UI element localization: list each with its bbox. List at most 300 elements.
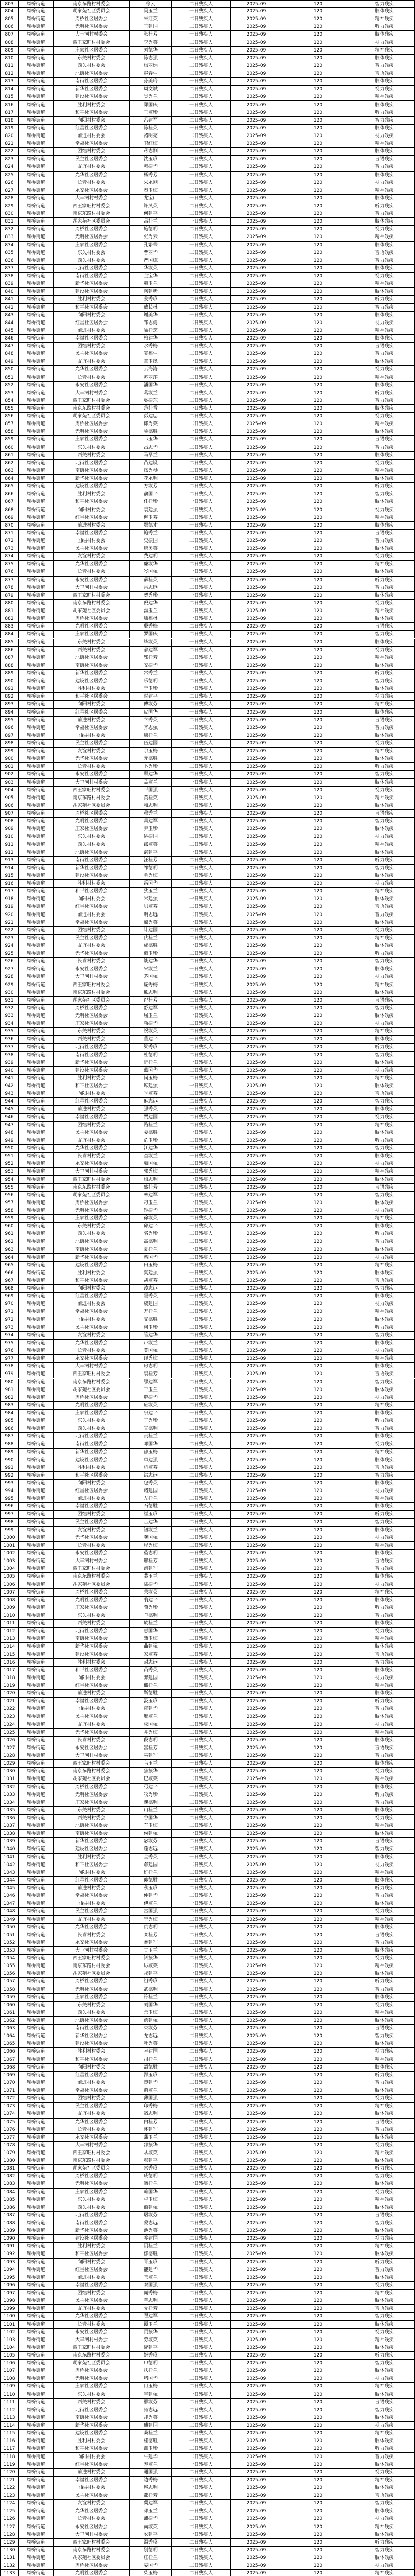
table-cell: 庄家社区居委会 bbox=[54, 1410, 130, 1417]
table-cell: 一日残疾人 bbox=[172, 1947, 231, 1955]
table-cell: 崔玉珍 bbox=[130, 1511, 172, 1518]
table-cell: 屠淑芬 bbox=[130, 2212, 172, 2219]
table-cell: 120 bbox=[282, 39, 354, 47]
table-cell: 二日残疾人 bbox=[172, 2383, 231, 2391]
table-cell: 120 bbox=[282, 2321, 354, 2329]
table-cell: 大丰河村村委会 bbox=[54, 31, 130, 39]
table-cell: 902 bbox=[0, 771, 19, 778]
table-cell: 庄家社区居委会 bbox=[54, 631, 130, 638]
table-cell: 周桥街道 bbox=[19, 1020, 54, 1028]
table-cell: 周桥街道 bbox=[19, 1784, 54, 1791]
table-cell: 雍志远 bbox=[130, 2406, 172, 2414]
table-cell: 永安社区居委会 bbox=[54, 965, 130, 973]
table-cell: 智力残疾 bbox=[354, 2219, 415, 2227]
table-cell: 南街社区居委会 bbox=[54, 1635, 130, 1643]
table-cell: 1122 bbox=[0, 2484, 19, 2492]
table-cell: 弓建平 bbox=[130, 1784, 172, 1791]
table-cell: 一日残疾人 bbox=[172, 1129, 231, 1137]
table-cell: 2025-09 bbox=[231, 62, 282, 70]
table-cell: 120 bbox=[282, 927, 354, 935]
table-cell: 120 bbox=[282, 1464, 354, 1472]
table-row bbox=[0, 1472, 415, 1480]
table-cell: 120 bbox=[282, 1480, 354, 1487]
table-cell: 120 bbox=[282, 172, 354, 179]
table-row bbox=[0, 1269, 415, 1277]
table-cell: 周桥街道 bbox=[19, 748, 54, 755]
table-cell: 隗德明 bbox=[130, 1799, 172, 1807]
table-cell: 120 bbox=[282, 350, 354, 358]
table-cell: 一日残疾人 bbox=[172, 1176, 231, 1184]
table-cell: 2025-09 bbox=[231, 1861, 282, 1869]
table-cell: 120 bbox=[282, 506, 354, 514]
table-cell: 一日残疾人 bbox=[172, 568, 231, 576]
table-cell: 2025-09 bbox=[231, 1519, 282, 1527]
table-cell: 视力残疾 bbox=[354, 2562, 415, 2570]
table-cell: 120 bbox=[282, 1176, 354, 1184]
table-row bbox=[0, 1916, 415, 1924]
table-cell: 1048 bbox=[0, 1908, 19, 1916]
table-cell: 吴玉兰 bbox=[130, 8, 172, 15]
table-cell: 陆振华 bbox=[130, 1581, 172, 1589]
table-row bbox=[0, 568, 415, 576]
table-cell: 宋淑兰 bbox=[130, 965, 172, 973]
table-cell: 120 bbox=[282, 163, 354, 171]
table-cell: 2025-09 bbox=[231, 709, 282, 717]
table-cell: 二日残疾人 bbox=[172, 950, 231, 958]
table-cell: 智力残疾 bbox=[354, 1285, 415, 1293]
table-cell: 智力残疾 bbox=[354, 911, 415, 919]
table-cell: 120 bbox=[282, 2142, 354, 2149]
table-cell: 二日残疾人 bbox=[172, 1565, 231, 1573]
table-cell: 宫国强 bbox=[130, 1908, 172, 1916]
table-cell: 二日残疾人 bbox=[172, 647, 231, 654]
table-cell: 周桥街道 bbox=[19, 2002, 54, 2009]
table-row bbox=[0, 350, 415, 358]
table-cell: 2025-09 bbox=[231, 2414, 282, 2422]
table-cell: 凤秀琴 bbox=[130, 467, 172, 475]
table-cell: 2025-09 bbox=[231, 1581, 282, 1589]
table-cell: 120 bbox=[282, 2040, 354, 2048]
table-cell: 2025-09 bbox=[231, 1643, 282, 1651]
table-cell: 周桥街道 bbox=[19, 1410, 54, 1417]
table-cell: 1113 bbox=[0, 2414, 19, 2422]
table-cell: 二日残疾人 bbox=[172, 1729, 231, 1737]
table-cell: 肢体残疾 bbox=[354, 195, 415, 202]
table-row bbox=[0, 296, 415, 303]
table-cell: 周桥街道 bbox=[19, 849, 54, 857]
table-row bbox=[0, 358, 415, 366]
table-cell: 周桥街道 bbox=[19, 1176, 54, 1184]
table-cell: 言语残疾 bbox=[354, 249, 415, 257]
table-cell: 二日残疾人 bbox=[172, 1908, 231, 1916]
table-row bbox=[0, 1192, 415, 1199]
table-cell: 听力残疾 bbox=[354, 1324, 415, 1332]
table-cell: 2025-09 bbox=[231, 2290, 282, 2297]
table-cell: 二日残疾人 bbox=[172, 857, 231, 865]
table-row bbox=[0, 483, 415, 490]
table-row bbox=[0, 958, 415, 965]
table-cell: 视力残疾 bbox=[354, 2048, 415, 2056]
table-cell: 司桂兰 bbox=[130, 2056, 172, 2064]
table-cell: 120 bbox=[282, 1784, 354, 1791]
table-cell: 庄家社区居委会 bbox=[54, 2383, 130, 2391]
table-cell: 周桥街道 bbox=[19, 1768, 54, 1775]
table-cell: 和平社区居委会 bbox=[54, 304, 130, 312]
table-cell: 一日残疾人 bbox=[172, 218, 231, 226]
table-cell: 一日残疾人 bbox=[172, 2507, 231, 2515]
table-cell: 周桥街道 bbox=[19, 2469, 54, 2477]
table-cell: 一日残疾人 bbox=[172, 1690, 231, 1698]
table-cell: 一日残疾人 bbox=[172, 1433, 231, 1440]
table-cell: 向阳村村委会 bbox=[54, 1869, 130, 1877]
table-cell: 光明社区居委会 bbox=[54, 623, 130, 631]
table-row bbox=[0, 981, 415, 989]
table-cell: 左桂兰 bbox=[130, 1495, 172, 1503]
table-cell: 言语残疾 bbox=[354, 2025, 415, 2032]
table-cell: 二日残疾人 bbox=[172, 156, 231, 163]
table-cell: 1118 bbox=[0, 2453, 19, 2461]
table-row bbox=[0, 335, 415, 343]
table-cell: 周桥街道 bbox=[19, 2134, 54, 2142]
table-cell: 二日残疾人 bbox=[172, 1379, 231, 1386]
table-cell: 2025-09 bbox=[231, 2149, 282, 2157]
table-cell: 南京东路村村委会 bbox=[54, 2352, 130, 2360]
table-cell: 邰振华 bbox=[130, 2142, 172, 2149]
table-cell: 942 bbox=[0, 1082, 19, 1090]
table-cell: 1089 bbox=[0, 2227, 19, 2235]
table-cell: 二日残疾人 bbox=[172, 1440, 231, 1448]
table-cell: 929 bbox=[0, 981, 19, 989]
table-cell: 二日残疾人 bbox=[172, 1799, 231, 1807]
table-cell: 120 bbox=[282, 358, 354, 366]
table-cell: 周桥街道 bbox=[19, 1379, 54, 1386]
table-cell: 周桥街道 bbox=[19, 2282, 54, 2290]
table-cell: 975 bbox=[0, 1340, 19, 1347]
table-cell: 120 bbox=[282, 623, 354, 631]
table-cell: 874 bbox=[0, 553, 19, 561]
table-cell: 濮玉珍 bbox=[130, 2445, 172, 2453]
table-cell: 光明社区居委会 bbox=[54, 1986, 130, 1994]
table-cell: 智力残疾 bbox=[354, 1332, 415, 1340]
table-cell: 蓝国华 bbox=[130, 1067, 172, 1075]
table-cell: 西关村村委会 bbox=[54, 1036, 130, 1043]
table-cell: 周桥社区居委会 bbox=[54, 615, 130, 623]
table-cell: 1053 bbox=[0, 1947, 19, 1955]
table-row bbox=[0, 47, 415, 55]
table-cell: 120 bbox=[282, 2445, 354, 2453]
table-cell: 民主社区居委会 bbox=[54, 935, 130, 942]
table-cell: 二日残疾人 bbox=[172, 1487, 231, 1495]
table-cell: 东关村村委会 bbox=[54, 2391, 130, 2399]
table-cell: 1035 bbox=[0, 1807, 19, 1815]
table-cell: 2025-09 bbox=[231, 1635, 282, 1643]
table-cell: 1066 bbox=[0, 2048, 19, 2056]
table-cell: 周桥街道 bbox=[19, 70, 54, 78]
table-cell: 红星社区居委会 bbox=[54, 2461, 130, 2469]
table-cell: 南京东路村村委会 bbox=[54, 1, 130, 8]
table-cell: 二日残疾人 bbox=[172, 1005, 231, 1012]
table-cell: 幸福社区居委会 bbox=[54, 2282, 130, 2290]
table-cell: 1080 bbox=[0, 2157, 19, 2165]
table-cell: 潘国华 bbox=[130, 382, 172, 389]
table-cell: 周桥街道 bbox=[19, 15, 54, 23]
table-row bbox=[0, 1090, 415, 1098]
table-cell: 光明社区居委会 bbox=[54, 1791, 130, 1799]
table-cell: 2025-09 bbox=[231, 319, 282, 327]
table-cell: 视力残疾 bbox=[354, 179, 415, 187]
table-cell: 肢体残疾 bbox=[354, 872, 415, 880]
table-cell: 周桥街道 bbox=[19, 397, 54, 405]
table-cell: 精神残疾 bbox=[354, 794, 415, 802]
table-cell: 精神残疾 bbox=[354, 1355, 415, 1363]
table-cell: 周桥街道 bbox=[19, 537, 54, 545]
table-cell: 智力残疾 bbox=[354, 958, 415, 965]
table-cell: 二日残疾人 bbox=[172, 1955, 231, 1962]
table-cell: 120 bbox=[282, 2266, 354, 2274]
table-cell: 一日残疾人 bbox=[172, 452, 231, 460]
table-cell: 俞国平 bbox=[130, 490, 172, 498]
table-cell: 精神残疾 bbox=[354, 1495, 415, 1503]
table-cell: 二日残疾人 bbox=[172, 420, 231, 428]
table-cell: 二日残疾人 bbox=[172, 1122, 231, 1129]
table-cell: 120 bbox=[282, 1939, 354, 1947]
table-cell: 团结村村委会 bbox=[54, 537, 130, 545]
table-cell: 幸福社区居委会 bbox=[54, 724, 130, 732]
table-cell: 120 bbox=[282, 1775, 354, 1783]
table-cell: 120 bbox=[282, 1106, 354, 1113]
table-row bbox=[0, 195, 415, 202]
table-cell: 周桥街道 bbox=[19, 366, 54, 374]
table-cell: 二日残疾人 bbox=[172, 389, 231, 397]
table-cell: 华淑英 bbox=[130, 265, 172, 273]
table-cell: 麻志远 bbox=[130, 1098, 172, 1106]
table-row bbox=[0, 280, 415, 288]
table-cell: 1022 bbox=[0, 1705, 19, 1713]
table-cell: 864 bbox=[0, 475, 19, 483]
table-cell: 1074 bbox=[0, 2110, 19, 2118]
table-cell: 2025-09 bbox=[231, 2087, 282, 2095]
table-cell: 2025-09 bbox=[231, 397, 282, 405]
table-cell: 2025-09 bbox=[231, 242, 282, 249]
table-cell: 听力残疾 bbox=[354, 389, 415, 397]
table-cell: 魏玉兰 bbox=[130, 280, 172, 288]
table-cell: 一日残疾人 bbox=[172, 2110, 231, 2118]
table-cell: 120 bbox=[282, 1527, 354, 1534]
table-cell: 919 bbox=[0, 903, 19, 911]
table-cell: 东关村村委会 bbox=[54, 1612, 130, 1620]
table-cell: 976 bbox=[0, 1347, 19, 1355]
table-cell: 120 bbox=[282, 553, 354, 561]
table-cell: 一日残疾人 bbox=[172, 405, 231, 413]
table-cell: 一日残疾人 bbox=[172, 1199, 231, 1207]
table-cell: 836 bbox=[0, 257, 19, 265]
table-cell: 周桥街道 bbox=[19, 233, 54, 241]
table-cell: 甘玉兰 bbox=[130, 1947, 172, 1955]
table-cell: 视力残疾 bbox=[354, 1440, 415, 1448]
table-cell: 2025-09 bbox=[231, 888, 282, 895]
table-cell: 2025-09 bbox=[231, 2173, 282, 2180]
table-cell: 120 bbox=[282, 1230, 354, 1238]
table-cell: 2025-09 bbox=[231, 584, 282, 592]
table-cell: 815 bbox=[0, 93, 19, 101]
table-cell: 2025-09 bbox=[231, 1098, 282, 1106]
table-cell: 一日残疾人 bbox=[172, 148, 231, 156]
table-cell: 1065 bbox=[0, 2040, 19, 2048]
table-cell: 姚振国 bbox=[130, 833, 172, 841]
table-row bbox=[0, 2243, 415, 2250]
table-cell: 夏桂兰 bbox=[130, 1246, 172, 1254]
table-cell: 120 bbox=[282, 989, 354, 997]
table-cell: 周桥街道 bbox=[19, 2212, 54, 2219]
table-cell: 单建强 bbox=[130, 1456, 172, 1464]
table-row bbox=[0, 163, 415, 171]
table-cell: 994 bbox=[0, 1487, 19, 1495]
table-cell: 周桥街道 bbox=[19, 2367, 54, 2375]
table-cell: 听力残疾 bbox=[354, 670, 415, 677]
table-cell: 120 bbox=[282, 740, 354, 748]
table-cell: 昌志华 bbox=[130, 444, 172, 452]
table-cell: 友谊村村委会 bbox=[54, 2500, 130, 2507]
table-cell: 庞秀梅 bbox=[130, 981, 172, 989]
table-cell: 2025-09 bbox=[231, 2259, 282, 2266]
table-row bbox=[0, 78, 415, 86]
table-cell: 周桥街道 bbox=[19, 335, 54, 343]
table-cell: 红星社区居委会 bbox=[54, 514, 130, 522]
table-cell: 周桥街道 bbox=[19, 1557, 54, 1565]
table-cell: 建设社区居委会 bbox=[54, 483, 130, 490]
table-cell: 二日残疾人 bbox=[172, 1892, 231, 1900]
table-cell: 狄玉兰 bbox=[130, 888, 172, 895]
table-row bbox=[0, 545, 415, 553]
table-cell: 团结村村委会 bbox=[54, 2484, 130, 2492]
table-cell: 二日残疾人 bbox=[172, 2126, 231, 2134]
table-cell: 庄家社区居委会 bbox=[54, 1994, 130, 2002]
table-cell: 120 bbox=[282, 1877, 354, 1885]
table-cell: 周桥街道 bbox=[19, 1729, 54, 1737]
table-cell: 孔繁荣 bbox=[130, 242, 172, 249]
table-cell: 却秀英 bbox=[130, 2414, 172, 2422]
table-cell: 2025-09 bbox=[231, 233, 282, 241]
table-cell: 听力残疾 bbox=[354, 1230, 415, 1238]
table-cell: 2025-09 bbox=[231, 31, 282, 39]
table-cell: 833 bbox=[0, 233, 19, 241]
table-row bbox=[0, 2453, 415, 2461]
table-row bbox=[0, 2056, 415, 2064]
table-cell: 长青村村委会 bbox=[54, 568, 130, 576]
table-cell: 周桥街道 bbox=[19, 249, 54, 257]
table-cell: 120 bbox=[282, 1269, 354, 1277]
table-cell: 921 bbox=[0, 919, 19, 927]
table-cell: 120 bbox=[282, 1192, 354, 1199]
table-cell: 友谊村村委会 bbox=[54, 163, 130, 171]
table-cell: 言语残疾 bbox=[354, 156, 415, 163]
table-cell: 周桥街道 bbox=[19, 2515, 54, 2523]
table-cell: 2025-09 bbox=[231, 600, 282, 607]
table-row bbox=[0, 1145, 415, 1153]
table-cell: 2025-09 bbox=[231, 1986, 282, 1994]
table-cell: 团结村村委会 bbox=[54, 1316, 130, 1324]
table-cell: 120 bbox=[282, 1370, 354, 1378]
table-cell: 金宝华 bbox=[130, 273, 172, 280]
table-cell: 言语残疾 bbox=[354, 1090, 415, 1098]
table-cell: 821 bbox=[0, 140, 19, 148]
table-row bbox=[0, 1838, 415, 1845]
table-cell: 言语残疾 bbox=[354, 1370, 415, 1378]
table-row bbox=[0, 1020, 415, 1028]
table-cell: 周桥街道 bbox=[19, 693, 54, 701]
table-cell: 建设社区居委会 bbox=[54, 2430, 130, 2437]
table-cell: 二日残疾人 bbox=[172, 1145, 231, 1153]
table-cell: 强秀英 bbox=[130, 1106, 172, 1113]
table-row bbox=[0, 156, 415, 163]
table-cell: 120 bbox=[282, 93, 354, 101]
table-cell: 2025-09 bbox=[231, 226, 282, 233]
table-cell: 周桥街道 bbox=[19, 163, 54, 171]
table-cell: 精神残疾 bbox=[354, 420, 415, 428]
table-cell: 二日残疾人 bbox=[172, 15, 231, 23]
table-cell: 诸建国 bbox=[130, 1487, 172, 1495]
table-cell: 郏玉兰 bbox=[130, 2507, 172, 2515]
table-cell: 周桥街道 bbox=[19, 623, 54, 631]
table-cell: 2025-09 bbox=[231, 2515, 282, 2523]
table-cell: 120 bbox=[282, 280, 354, 288]
table-row bbox=[0, 685, 415, 693]
table-cell: 1029 bbox=[0, 1760, 19, 1768]
table-cell: 120 bbox=[282, 1036, 354, 1043]
table-cell: 120 bbox=[282, 1752, 354, 1760]
table-cell: 950 bbox=[0, 1145, 19, 1153]
table-cell: 解振华 bbox=[130, 1394, 172, 1402]
table-cell: 844 bbox=[0, 319, 19, 327]
table-cell: 2025-09 bbox=[231, 436, 282, 444]
table-cell: 周桥街道 bbox=[19, 1347, 54, 1355]
table-cell: 2025-09 bbox=[231, 2072, 282, 2079]
table-cell: 2025-09 bbox=[231, 1690, 282, 1698]
table-cell: 周桥街道 bbox=[19, 389, 54, 397]
table-cell: 糜淑兰 bbox=[130, 1713, 172, 1721]
table-cell: 二日残疾人 bbox=[172, 1098, 231, 1106]
table-cell: 安振华 bbox=[130, 662, 172, 670]
table-cell: 2025-09 bbox=[231, 78, 282, 86]
table-cell: 二日残疾人 bbox=[172, 39, 231, 47]
table-cell: 元德胜 bbox=[130, 755, 172, 763]
table-cell: 视力残疾 bbox=[354, 1487, 415, 1495]
table-cell: 胜利村村委会 bbox=[54, 101, 130, 109]
table-cell: 庄家社区居委会 bbox=[54, 2189, 130, 2196]
table-row bbox=[0, 1729, 415, 1737]
table-cell: 二日残疾人 bbox=[172, 2243, 231, 2250]
table-cell: 2025-09 bbox=[231, 2157, 282, 2165]
table-cell: 光明社区居委会 bbox=[54, 2180, 130, 2188]
table-cell: 2025-09 bbox=[231, 553, 282, 561]
table-cell: 120 bbox=[282, 8, 354, 15]
table-cell: 施德明 bbox=[130, 226, 172, 233]
table-cell: 周桥街道 bbox=[19, 39, 54, 47]
table-cell: 2025-09 bbox=[231, 2453, 282, 2461]
table-cell: 2025-09 bbox=[231, 358, 282, 366]
table-cell: 120 bbox=[282, 78, 354, 86]
table-cell: 二日残疾人 bbox=[172, 1285, 231, 1293]
table-cell: 周桥街道 bbox=[19, 1340, 54, 1347]
table-cell: 2025-09 bbox=[231, 1495, 282, 1503]
table-cell: 水秀梅 bbox=[130, 343, 172, 350]
table-row bbox=[0, 1433, 415, 1440]
table-cell: 东关村村委会 bbox=[54, 55, 130, 62]
table-cell: 二日残疾人 bbox=[172, 654, 231, 662]
table-cell: 建设社区居委会 bbox=[54, 1067, 130, 1075]
table-cell: 二日残疾人 bbox=[172, 163, 231, 171]
table-cell: 2025-09 bbox=[231, 2235, 282, 2243]
